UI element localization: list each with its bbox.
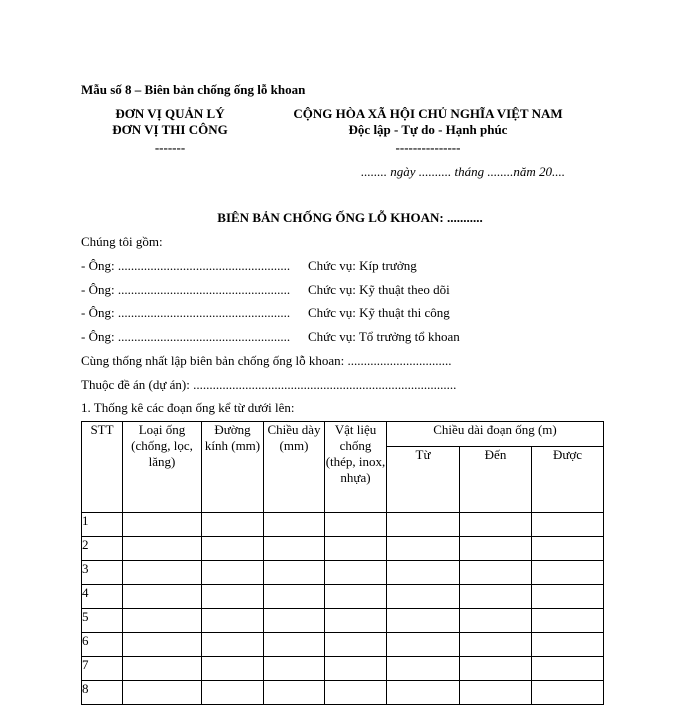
- national-title: CỘNG HÒA XÃ HỘI CHỦ NGHĨA VIỆT NAM: [293, 106, 563, 121]
- pipe-segments-table: [81, 421, 604, 705]
- table-cell[interactable]: [387, 537, 460, 561]
- table-cell[interactable]: [325, 513, 387, 537]
- table-cell[interactable]: [123, 561, 202, 585]
- table-cell[interactable]: [387, 633, 460, 657]
- table-row: [82, 537, 604, 561]
- table-cell[interactable]: [202, 585, 264, 609]
- table-cell[interactable]: [202, 537, 264, 561]
- member-name-3: - Ông: .....................................................: [81, 305, 291, 320]
- table-cell[interactable]: [532, 537, 604, 561]
- table-cell[interactable]: [264, 609, 325, 633]
- header-length-group: Chiều dài đoạn ống (m): [387, 422, 604, 447]
- intro-text: Chúng tôi gồm:: [81, 234, 163, 249]
- table-cell[interactable]: [123, 657, 202, 681]
- header-result: Được: [532, 447, 604, 513]
- member-role-1: Chức vụ: Kíp trưởng: [308, 258, 417, 273]
- table-cell[interactable]: [202, 681, 264, 705]
- table-cell[interactable]: [264, 561, 325, 585]
- row-number: 7: [82, 657, 123, 681]
- header-to: Đến: [460, 447, 532, 513]
- table-cell[interactable]: [123, 585, 202, 609]
- national-motto: Độc lập - Tự do - Hạnh phúc: [348, 122, 508, 137]
- table-cell[interactable]: [532, 657, 604, 681]
- table-cell[interactable]: [264, 537, 325, 561]
- agreement-line: Cùng thống nhất lập biên bản chống ống lỗ khoan: ................................: [81, 353, 452, 368]
- member-role-3: Chức vụ: Kỹ thuật thi công: [308, 305, 450, 320]
- row-number: 5: [82, 609, 123, 633]
- member-role-2: Chức vụ: Kỹ thuật theo dõi: [308, 282, 450, 297]
- document-title: BIÊN BẢN CHỐNG ỐNG LỖ KHOAN: ...........: [217, 210, 483, 225]
- table-cell[interactable]: [460, 561, 532, 585]
- row-number: 3: [82, 561, 123, 585]
- table-cell[interactable]: [123, 513, 202, 537]
- table-cell[interactable]: [532, 609, 604, 633]
- table-cell[interactable]: [123, 537, 202, 561]
- table-row: [82, 657, 604, 681]
- member-name-1: - Ông: .....................................................: [81, 258, 291, 273]
- table-row: [82, 609, 604, 633]
- table-cell[interactable]: [264, 657, 325, 681]
- form-title: Mẫu số 8 – Biên bản chống ống lỗ khoan: [81, 82, 306, 97]
- table-cell[interactable]: [264, 633, 325, 657]
- row-number: 4: [82, 585, 123, 609]
- table-cell[interactable]: [202, 513, 264, 537]
- table-cell[interactable]: [264, 513, 325, 537]
- table-cell[interactable]: [325, 585, 387, 609]
- table-cell[interactable]: [532, 561, 604, 585]
- table-cell[interactable]: [387, 681, 460, 705]
- row-number: 8: [82, 681, 123, 705]
- table-cell[interactable]: [202, 561, 264, 585]
- header-thickness: Chiều dày (mm): [264, 422, 325, 513]
- table-cell[interactable]: [460, 681, 532, 705]
- table-cell[interactable]: [325, 657, 387, 681]
- row-number: 2: [82, 537, 123, 561]
- table-cell[interactable]: [264, 681, 325, 705]
- table-cell[interactable]: [387, 585, 460, 609]
- table-cell[interactable]: [325, 537, 387, 561]
- table-cell[interactable]: [202, 609, 264, 633]
- project-line: Thuộc đề án (dự án): .................................................................................: [81, 377, 457, 392]
- table-cell[interactable]: [532, 513, 604, 537]
- table-cell[interactable]: [387, 513, 460, 537]
- table-cell[interactable]: [387, 561, 460, 585]
- table-cell[interactable]: [532, 681, 604, 705]
- date-line: ........ ngày .......... tháng ........năm 20....: [361, 164, 566, 179]
- table-cell[interactable]: [264, 585, 325, 609]
- table-cell[interactable]: [460, 633, 532, 657]
- table-cell[interactable]: [202, 633, 264, 657]
- table-cell[interactable]: [387, 657, 460, 681]
- header-pipe-type: Loại ống (chống, lọc, lăng): [123, 422, 202, 513]
- table-cell[interactable]: [460, 585, 532, 609]
- header-stt: STT: [82, 422, 123, 513]
- contractor-name: ĐƠN VỊ THI CÔNG: [112, 122, 228, 137]
- table-cell[interactable]: [532, 585, 604, 609]
- table-cell[interactable]: [387, 609, 460, 633]
- table-row: [82, 585, 604, 609]
- table-cell[interactable]: [123, 633, 202, 657]
- table-cell[interactable]: [325, 561, 387, 585]
- table-cell[interactable]: [460, 537, 532, 561]
- row-number: 6: [82, 633, 123, 657]
- section-1-heading: 1. Thống kê các đoạn ống kể từ dưới lên:: [81, 400, 295, 415]
- agency-name: ĐƠN VỊ QUẢN LÝ: [115, 106, 225, 121]
- table-row: [82, 513, 604, 537]
- table-row: [82, 681, 604, 705]
- table-cell[interactable]: [123, 609, 202, 633]
- table-row: [82, 561, 604, 585]
- table-cell[interactable]: [460, 609, 532, 633]
- header-diameter: Đường kính (mm): [202, 422, 264, 513]
- table-cell[interactable]: [325, 633, 387, 657]
- table-row: [82, 633, 604, 657]
- table-cell[interactable]: [202, 657, 264, 681]
- table-cell[interactable]: [460, 513, 532, 537]
- table-cell[interactable]: [325, 609, 387, 633]
- table-cell[interactable]: [532, 633, 604, 657]
- table-cell[interactable]: [123, 681, 202, 705]
- row-number: 1: [82, 513, 123, 537]
- left-header-dashes: -------: [154, 140, 186, 155]
- table-cell[interactable]: [460, 657, 532, 681]
- header-material: Vật liệu chống (thép, inox, nhựa): [325, 422, 387, 513]
- member-role-4: Chức vụ: Tổ trưởng tổ khoan: [308, 329, 460, 344]
- header-from: Từ: [387, 447, 460, 513]
- table-cell[interactable]: [325, 681, 387, 705]
- member-name-2: - Ông: .....................................................: [81, 282, 291, 297]
- right-header-dashes: ---------------: [395, 140, 461, 155]
- member-name-4: - Ông: .....................................................: [81, 329, 291, 344]
